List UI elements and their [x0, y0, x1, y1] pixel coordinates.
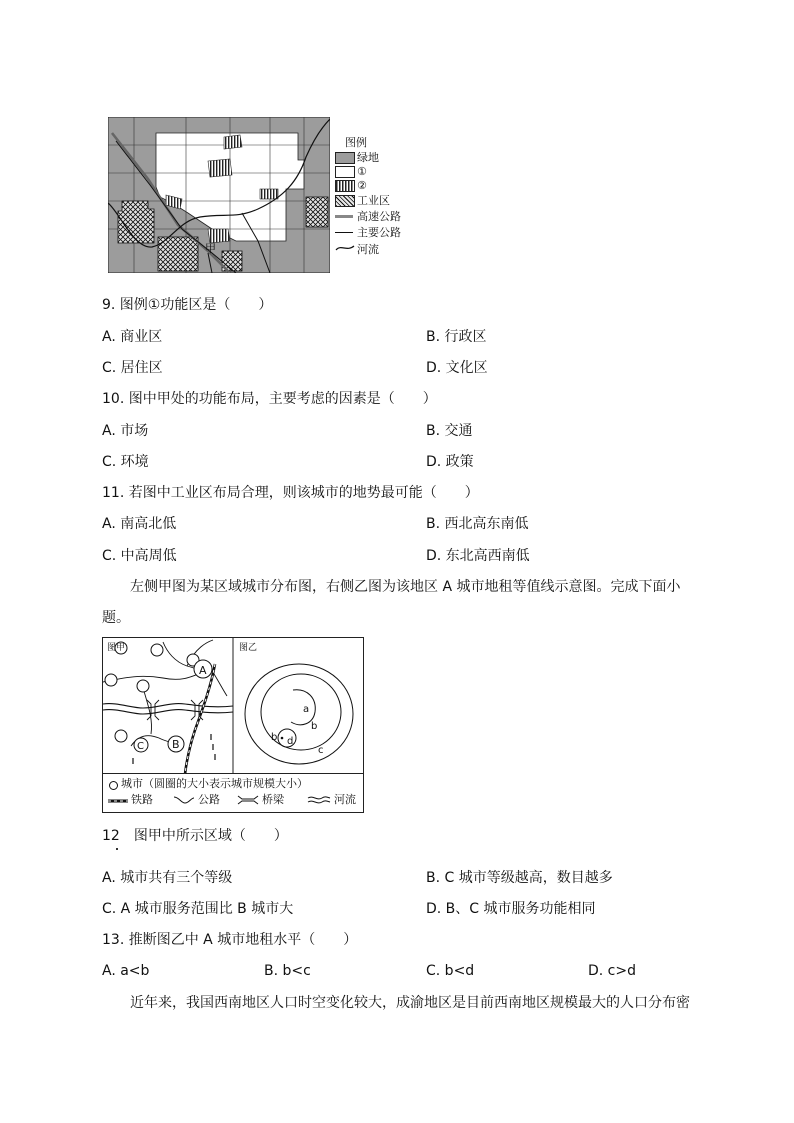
river-icon [307, 794, 331, 806]
question-10-stem: 10. 图中甲处的功能布局，主要考虑的因素是（ ） [102, 391, 437, 407]
legend-river: 河流 [357, 243, 379, 256]
road-icon [173, 794, 195, 806]
question-13-stem: 13. 推断图乙中 A 城市地租水平（ ） [102, 932, 358, 948]
q12-option-a[interactable]: A. 城市共有三个等级 [102, 870, 233, 886]
q13-option-b[interactable]: B. b<c [264, 963, 311, 979]
jia-label: 甲 [205, 242, 216, 255]
q10-option-d[interactable]: D. 政策 [426, 454, 474, 470]
q11-option-c[interactable]: C. 中高周低 [102, 548, 177, 564]
figure-city-distribution [102, 637, 364, 813]
figure2-panels [103, 638, 363, 774]
contour-label-b-upper: b [311, 721, 318, 732]
legend-river2: 河流 [334, 793, 356, 806]
legend-road: 公路 [198, 793, 220, 806]
q10-option-c[interactable]: C. 环境 [102, 454, 149, 470]
city-circle-icon [109, 781, 118, 790]
swatch-greenland [335, 152, 355, 164]
intro3-paragraph-line1: 近年来，我国西南地区人口时空变化较大，成渝地区是目前西南地区规模最大的人口分布密 [130, 995, 690, 1011]
contour-label-a: a [303, 704, 310, 715]
bridge-icon [237, 794, 259, 806]
q13-option-c[interactable]: C. b<d [426, 963, 475, 979]
railway [185, 664, 215, 774]
q11-option-d[interactable]: D. 东北高西南低 [426, 548, 530, 564]
city-c-label: C [137, 741, 144, 752]
swatch-area1 [335, 166, 355, 178]
legend-bridge: 桥梁 [262, 793, 284, 806]
swatch-area2 [335, 180, 355, 192]
legend-expressway: 高速公路 [357, 210, 401, 223]
city-a-label: A [199, 664, 207, 677]
panel-yi-title: 图乙 [239, 643, 258, 653]
legend-area2: ② [357, 179, 367, 192]
question-12-stem: 12 图甲中所示区域（ ） [102, 828, 288, 844]
map-legend [335, 135, 415, 260]
q13-option-d[interactable]: D. c>d [588, 963, 636, 979]
q9-option-c[interactable]: C. 居住区 [102, 360, 163, 376]
city-map-svg [108, 117, 330, 273]
q12-option-d[interactable]: D. B、C 城市服务功能相同 [426, 901, 596, 917]
legend-main-road: 主要公路 [357, 226, 401, 239]
point-d-dot [281, 737, 284, 740]
q11-option-a[interactable]: A. 南高北低 [102, 516, 177, 532]
contour-label-c: c [318, 745, 324, 756]
q9-option-b[interactable]: B. 行政区 [426, 329, 487, 345]
cities [105, 642, 212, 752]
legend-railway: 铁路 [131, 793, 153, 806]
intro-paragraph-line1: 左侧甲图为某区域城市分布图，右侧乙图为该地区 A 城市地租等值线示意图。完成下面小 [130, 579, 681, 595]
q12-option-b[interactable]: B. C 城市等级越高，数目越多 [426, 870, 613, 886]
railway-icon [107, 797, 129, 805]
figure-city-map [108, 117, 330, 273]
panel-jia-title: 图甲 [107, 643, 126, 653]
rent-contours [245, 664, 353, 764]
q13-option-a[interactable]: A. a<b [102, 963, 150, 979]
contour-label-b-lower: b [271, 732, 278, 743]
legend-area1: ① [357, 165, 367, 178]
swatch-expressway [335, 215, 353, 218]
swatch-main-road [335, 232, 353, 233]
q9-option-a[interactable]: A. 商业区 [102, 329, 163, 345]
q9-option-d[interactable]: D. 文化区 [426, 360, 488, 376]
figure2-legend [103, 774, 363, 812]
contour-label-d: d [287, 736, 294, 747]
legend-title: 图例 [345, 136, 367, 149]
legend-industrial: 工业区 [357, 194, 390, 207]
question-11-stem: 11. 若图中工业区布局合理，则该城市的地势最可能（ ） [102, 485, 479, 501]
q10-option-a[interactable]: A. 市场 [102, 423, 149, 439]
swatch-river [335, 243, 355, 253]
intro-paragraph-line2: 题。 [102, 610, 130, 626]
q11-option-b[interactable]: B. 西北高东南低 [426, 516, 529, 532]
city-b-label: B [172, 738, 180, 751]
stray-dot [116, 848, 118, 850]
legend-greenland: 绿地 [357, 151, 379, 164]
q12-option-c[interactable]: C. A 城市服务范围比 B 城市大 [102, 901, 294, 917]
q10-option-b[interactable]: B. 交通 [426, 423, 473, 439]
question-9-stem: 9. 图例①功能区是（ ） [102, 297, 273, 313]
swatch-industrial [335, 195, 355, 207]
legend-city: 城市（圆圈的大小表示城市规模大小） [121, 777, 308, 790]
